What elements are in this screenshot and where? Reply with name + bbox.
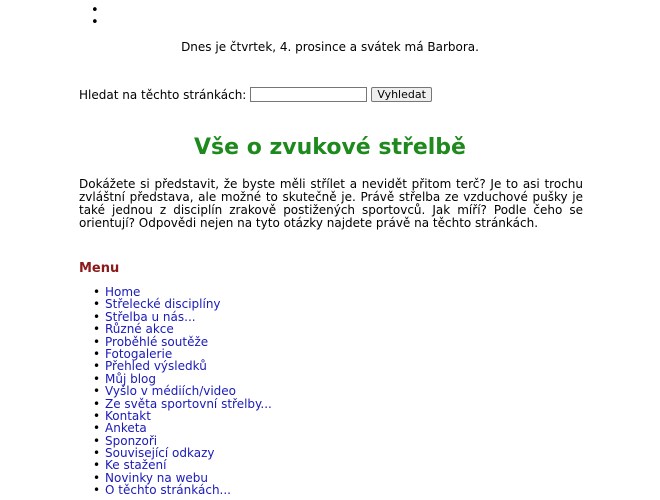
menu-link[interactable]: Kontakt bbox=[105, 408, 151, 423]
menu-link[interactable]: Ze světa sportovní střelby... bbox=[105, 396, 272, 411]
menu-heading: Menu bbox=[79, 261, 120, 276]
search-button[interactable]: Vyhledat bbox=[371, 87, 432, 102]
search-label: Hledat na těchto stránkách: bbox=[79, 87, 247, 102]
date-nameday-line: Dnes je čtvrtek, 4. prosince a svátek má Barbora. bbox=[181, 40, 479, 54]
menu-link[interactable]: Anketa bbox=[105, 421, 147, 436]
menu-item bbox=[105, 484, 272, 496]
menu-link[interactable]: Střelba u nás... bbox=[105, 309, 196, 324]
menu-link[interactable]: Sponzoři bbox=[105, 433, 158, 448]
menu-link[interactable]: Novinky na webu bbox=[105, 470, 208, 485]
menu-link[interactable]: Můj blog bbox=[105, 371, 157, 386]
main-menu bbox=[105, 286, 272, 497]
menu-link[interactable]: Střelecké disciplíny bbox=[105, 297, 221, 312]
menu-link[interactable]: Různé akce bbox=[105, 322, 174, 337]
menu-link[interactable]: Proběhlé soutěže bbox=[105, 334, 209, 349]
menu-link[interactable]: Vyšlo v médiích/video bbox=[105, 384, 237, 399]
menu-link[interactable]: Přehled výsledků bbox=[105, 359, 207, 374]
intro-paragraph: Dokážete si představit, že byste měli střílet a nevidět přitom terč? Je to asi trochu zvláštní představa, ale možné to skutečně je. Právě střelba ze vzduchové pušky je také jednou z disciplín zrakově postižených sportovců. Jak míří? Podle čeho se orientují? Odpovědi nejen na tyto otázky najdete právě na těchto stránkách. bbox=[79, 177, 583, 230]
search-input[interactable] bbox=[250, 87, 367, 102]
menu-link[interactable]: Home bbox=[105, 285, 141, 299]
menu-link[interactable]: O těchto stránkách... bbox=[105, 483, 231, 498]
menu-link[interactable]: Ke stažení bbox=[105, 458, 167, 473]
menu-link[interactable]: Související odkazy bbox=[105, 446, 215, 461]
page-title: Vše o zvukové střelbě bbox=[194, 135, 466, 160]
menu-link[interactable]: Fotogalerie bbox=[105, 346, 173, 361]
site-search-form bbox=[79, 87, 432, 102]
